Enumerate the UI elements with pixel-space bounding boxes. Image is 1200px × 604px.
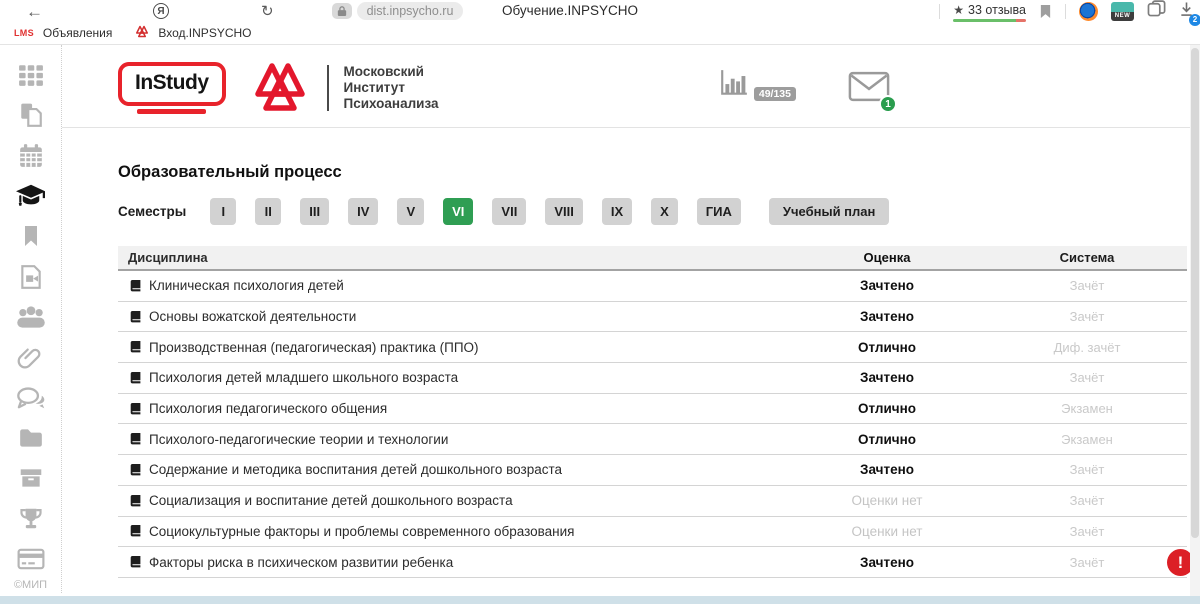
yandex-icon[interactable]: Я	[153, 3, 169, 19]
lock-icon[interactable]	[332, 3, 352, 19]
browser-toolbar	[0, 0, 1200, 22]
bookmark-flag-icon[interactable]	[1039, 4, 1052, 19]
mip-triangle-logo[interactable]	[252, 58, 308, 119]
system-value: Экзамен	[1061, 431, 1113, 447]
table-row[interactable]	[118, 424, 1187, 455]
folder-icon	[18, 425, 44, 451]
scrollbar-thumb[interactable]	[1191, 48, 1199, 538]
sidebar-item-video[interactable]	[0, 257, 61, 297]
archive-box-icon	[18, 465, 44, 491]
semester-tab[interactable]: IV	[348, 198, 378, 225]
book-icon	[128, 555, 142, 569]
grade-value: Зачтено	[860, 462, 914, 478]
sidebar-item-apps[interactable]	[0, 55, 61, 95]
column-system: Система	[1059, 250, 1115, 265]
semester-tab[interactable]: III	[300, 198, 329, 225]
sidebar-item-folder[interactable]	[0, 418, 61, 458]
discipline-name: Основы вожатской деятельности	[149, 309, 357, 325]
graduation-cap-icon	[16, 183, 46, 209]
table-row[interactable]	[118, 302, 1187, 333]
grade-value: Отлично	[857, 401, 917, 417]
system-value: Зачёт	[1069, 370, 1105, 386]
semester-tab[interactable]: X	[651, 198, 678, 225]
semester-tab[interactable]: II	[255, 198, 281, 225]
column-grade: Оценка	[863, 250, 911, 265]
sidebar-item-archive[interactable]	[0, 458, 61, 498]
bookmark-icon	[19, 224, 43, 248]
scrollbar[interactable]	[1190, 45, 1200, 596]
book-icon	[128, 463, 142, 477]
paperclip-icon	[17, 344, 44, 371]
copyright: ©МИП	[13, 579, 48, 592]
mail-unread-badge: 1	[879, 95, 897, 113]
sidebar-item-bookmarks[interactable]	[0, 216, 61, 256]
header-divider	[62, 127, 1200, 128]
system-value: Зачёт	[1069, 278, 1105, 294]
sidebar-item-messages[interactable]	[0, 378, 61, 418]
system-value: Зачёт	[1069, 462, 1105, 478]
reviews-count: 33 отзыва	[968, 3, 1026, 17]
sidebar-item-education[interactable]	[0, 176, 61, 216]
table-body	[118, 271, 1187, 578]
triangle-favicon	[135, 24, 149, 43]
tab-title: Обучение.INPSYCHO	[502, 3, 638, 18]
system-value: Диф. зачёт	[1053, 339, 1121, 355]
semester-tab[interactable]: VI	[443, 198, 473, 225]
lms-favicon: LMS	[14, 28, 34, 38]
semesters-label: Семестры	[118, 204, 187, 219]
sidebar	[0, 45, 62, 593]
calendar-icon	[18, 143, 44, 169]
reload-icon[interactable]: ↻	[261, 2, 274, 20]
card-icon	[17, 547, 45, 571]
table-row[interactable]	[118, 332, 1187, 363]
semester-tab[interactable]: ГИА	[697, 198, 741, 225]
grade-value: Отлично	[857, 339, 917, 355]
apps-grid-icon	[18, 62, 44, 88]
bookmark-login[interactable]: Вход.INPSYCHO	[158, 26, 252, 40]
address-bar[interactable]	[332, 2, 464, 20]
discipline-name: Психология педагогического общения	[149, 401, 388, 417]
semester-tab[interactable]: IX	[602, 198, 632, 225]
semester-tabs	[118, 198, 1187, 225]
semester-tab[interactable]: V	[397, 198, 424, 225]
book-icon	[128, 432, 142, 446]
site-header	[118, 57, 1187, 119]
study-plan-button[interactable]: Учебный план	[769, 198, 889, 225]
table-row[interactable]	[118, 486, 1187, 517]
bookmarks-bar	[0, 22, 1200, 45]
grade-value: Оценки нет	[851, 523, 923, 539]
system-value: Зачёт	[1069, 523, 1105, 539]
discipline-name: Психология детей младшего школьного возраста	[149, 370, 459, 386]
table-row[interactable]	[118, 394, 1187, 425]
table-row[interactable]	[118, 547, 1187, 578]
institute-name: Московский Институт Психоанализа	[343, 64, 439, 111]
discipline-name: Производственная (педагогическая) практика (ППО)	[149, 339, 479, 355]
alert-icon[interactable]: !	[1167, 549, 1194, 576]
downloads-badge: 2	[1189, 14, 1200, 26]
instudy-logo[interactable]	[118, 62, 226, 114]
instudy-logo-text: InStudy	[118, 62, 226, 106]
sidebar-item-calendar[interactable]	[0, 136, 61, 176]
system-value: Экзамен	[1061, 401, 1113, 417]
book-icon	[128, 279, 142, 293]
chat-icon	[16, 385, 46, 411]
sidebar-item-documents[interactable]	[0, 95, 61, 135]
bar-chart-icon	[719, 69, 749, 97]
toolbar-divider	[1065, 4, 1066, 19]
book-icon	[128, 402, 142, 416]
system-value: Зачёт	[1069, 309, 1105, 325]
book-icon	[128, 494, 142, 508]
grade-value: Отлично	[857, 431, 917, 447]
back-icon[interactable]: ←	[26, 1, 43, 21]
semester-list	[210, 198, 741, 225]
bookmark-announcements[interactable]: Объявления	[42, 26, 113, 40]
bottom-bar	[0, 596, 1200, 604]
grade-value: Зачтено	[860, 278, 914, 294]
main-area	[62, 45, 1200, 593]
book-icon	[128, 524, 142, 538]
column-discipline: Дисциплина	[128, 250, 208, 265]
new-extension-icon[interactable]	[1111, 2, 1134, 21]
new-label: NEW	[1111, 12, 1134, 21]
site-reviews[interactable]	[953, 3, 1026, 19]
semester-tab[interactable]: I	[210, 198, 236, 225]
book-icon	[128, 371, 142, 385]
page-content	[0, 45, 1200, 593]
video-document-icon	[18, 264, 44, 290]
progress-badge: 49/135	[754, 87, 796, 101]
book-icon	[128, 340, 142, 354]
page-title: Образовательный процесс	[118, 163, 342, 181]
semester-tab[interactable]: VIII	[545, 198, 583, 225]
discipline-name: Социокультурные факторы и проблемы современного образования	[149, 523, 575, 539]
sidebar-item-achievements[interactable]	[0, 498, 61, 538]
instudy-logo-underline	[137, 109, 206, 114]
people-icon	[16, 304, 46, 330]
sidebar-item-attachments[interactable]	[0, 337, 61, 377]
semester-tab[interactable]: VII	[492, 198, 526, 225]
collections-icon[interactable]	[1147, 0, 1166, 22]
grade-value: Зачтено	[860, 370, 914, 386]
discipline-name: Факторы риска в психическом развитии ребенка	[149, 554, 454, 570]
star-icon: ★	[953, 3, 965, 17]
url-text[interactable]: dist.inpsycho.ru	[357, 2, 464, 20]
extension-logo-icon[interactable]	[1079, 2, 1098, 21]
table-row[interactable]	[118, 363, 1187, 394]
table-row[interactable]	[118, 517, 1187, 548]
discipline-name: Содержание и методика воспитания детей дошкольного возраста	[149, 462, 563, 478]
table-row[interactable]	[118, 271, 1187, 302]
grade-value: Оценки нет	[851, 493, 923, 509]
sidebar-item-people[interactable]	[0, 297, 61, 337]
system-value: Зачёт	[1069, 493, 1105, 509]
mail-button[interactable]	[848, 71, 891, 110]
grade-value: Зачтено	[860, 309, 914, 325]
book-icon	[128, 310, 142, 324]
grade-value: Зачтено	[860, 554, 914, 570]
sidebar-item-card[interactable]	[0, 539, 61, 579]
table-header	[118, 246, 1187, 271]
discipline-name: Психолого-педагогические теории и технологии	[149, 431, 449, 447]
trophy-icon	[18, 506, 44, 532]
system-value: Зачёт	[1069, 554, 1105, 570]
downloads-icon[interactable]	[1179, 1, 1198, 24]
discipline-name: Социализация и воспитание детей дошкольного возраста	[149, 493, 513, 509]
disciplines-table	[118, 246, 1187, 578]
progress-stats[interactable]	[719, 69, 796, 102]
logo-divider	[327, 65, 329, 111]
table-row[interactable]	[118, 455, 1187, 486]
discipline-name: Клиническая психология детей	[149, 278, 344, 294]
documents-icon	[18, 102, 44, 128]
toolbar-divider	[939, 4, 940, 19]
